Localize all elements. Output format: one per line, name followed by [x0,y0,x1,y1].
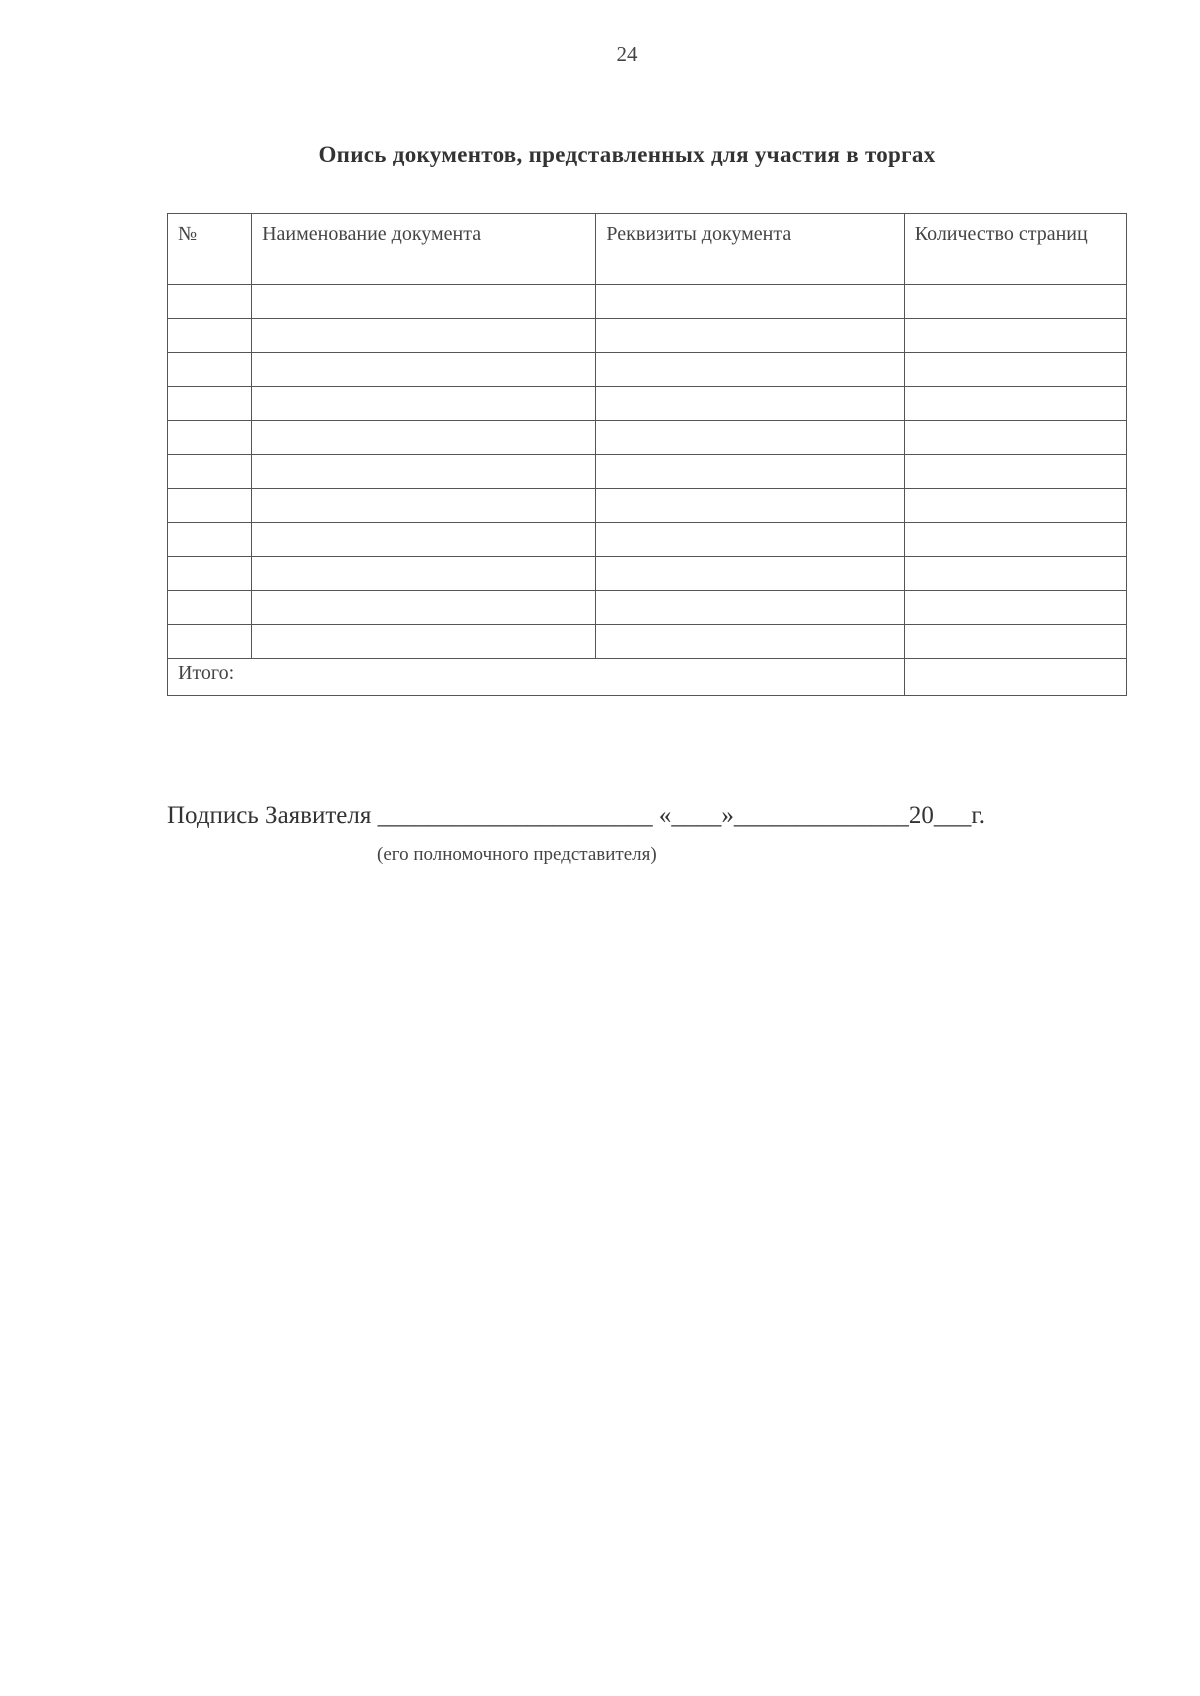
header-page-count: Количество страниц [904,214,1126,285]
table-row [168,353,1127,387]
table-row [168,625,1127,659]
cell-document-requisites[interactable] [596,421,904,455]
cell-page-count[interactable] [904,285,1126,319]
documents-inventory-table [167,213,1127,696]
header-document-name: Наименование документа [252,214,596,285]
header-number: № [168,214,252,285]
header-document-requisites: Реквизиты документа [596,214,904,285]
table-row [168,591,1127,625]
cell-page-count[interactable] [904,421,1126,455]
cell-document-name[interactable] [252,455,596,489]
cell-page-count[interactable] [904,455,1126,489]
table-row [168,421,1127,455]
cell-document-name[interactable] [252,421,596,455]
cell-document-name[interactable] [252,319,596,353]
total-page-count[interactable] [904,659,1126,696]
cell-document-name[interactable] [252,557,596,591]
cell-page-count[interactable] [904,319,1126,353]
cell-number[interactable] [168,625,252,659]
cell-number[interactable] [168,591,252,625]
cell-page-count[interactable] [904,591,1126,625]
table-row [168,387,1127,421]
cell-document-requisites[interactable] [596,319,904,353]
cell-number[interactable] [168,387,252,421]
table-total-row [168,659,1127,696]
cell-document-name[interactable] [252,591,596,625]
cell-document-requisites[interactable] [596,591,904,625]
cell-page-count[interactable] [904,523,1126,557]
cell-document-name[interactable] [252,387,596,421]
cell-document-name[interactable] [252,285,596,319]
applicant-signature-line: Подпись Заявителя ______________________ «____»______________20___г. [167,802,986,829]
cell-document-requisites[interactable] [596,285,904,319]
total-label: Итого: [168,659,905,696]
cell-document-requisites[interactable] [596,557,904,591]
cell-document-name[interactable] [252,625,596,659]
cell-document-requisites[interactable] [596,455,904,489]
cell-document-name[interactable] [252,523,596,557]
cell-document-requisites[interactable] [596,625,904,659]
cell-page-count[interactable] [904,489,1126,523]
table-row [168,319,1127,353]
table-row [168,455,1127,489]
document-title: Опись документов, представленных для участия в торгах [318,142,936,167]
cell-number[interactable] [168,319,252,353]
cell-page-count[interactable] [904,557,1126,591]
cell-number[interactable] [168,285,252,319]
page-number: 24 [616,42,638,66]
table-row [168,523,1127,557]
cell-document-requisites[interactable] [596,489,904,523]
cell-document-requisites[interactable] [596,523,904,557]
table-header-row [168,214,1127,285]
cell-number[interactable] [168,353,252,387]
table-row [168,489,1127,523]
cell-page-count[interactable] [904,353,1126,387]
cell-document-requisites[interactable] [596,387,904,421]
cell-document-name[interactable] [252,353,596,387]
cell-number[interactable] [168,523,252,557]
cell-number[interactable] [168,421,252,455]
cell-document-requisites[interactable] [596,353,904,387]
cell-number[interactable] [168,489,252,523]
cell-number[interactable] [168,557,252,591]
cell-document-name[interactable] [252,489,596,523]
cell-page-count[interactable] [904,625,1126,659]
cell-page-count[interactable] [904,387,1126,421]
table-row [168,285,1127,319]
signature-caption: (его полномочного представителя) [377,844,657,865]
table-row [168,557,1127,591]
cell-number[interactable] [168,455,252,489]
